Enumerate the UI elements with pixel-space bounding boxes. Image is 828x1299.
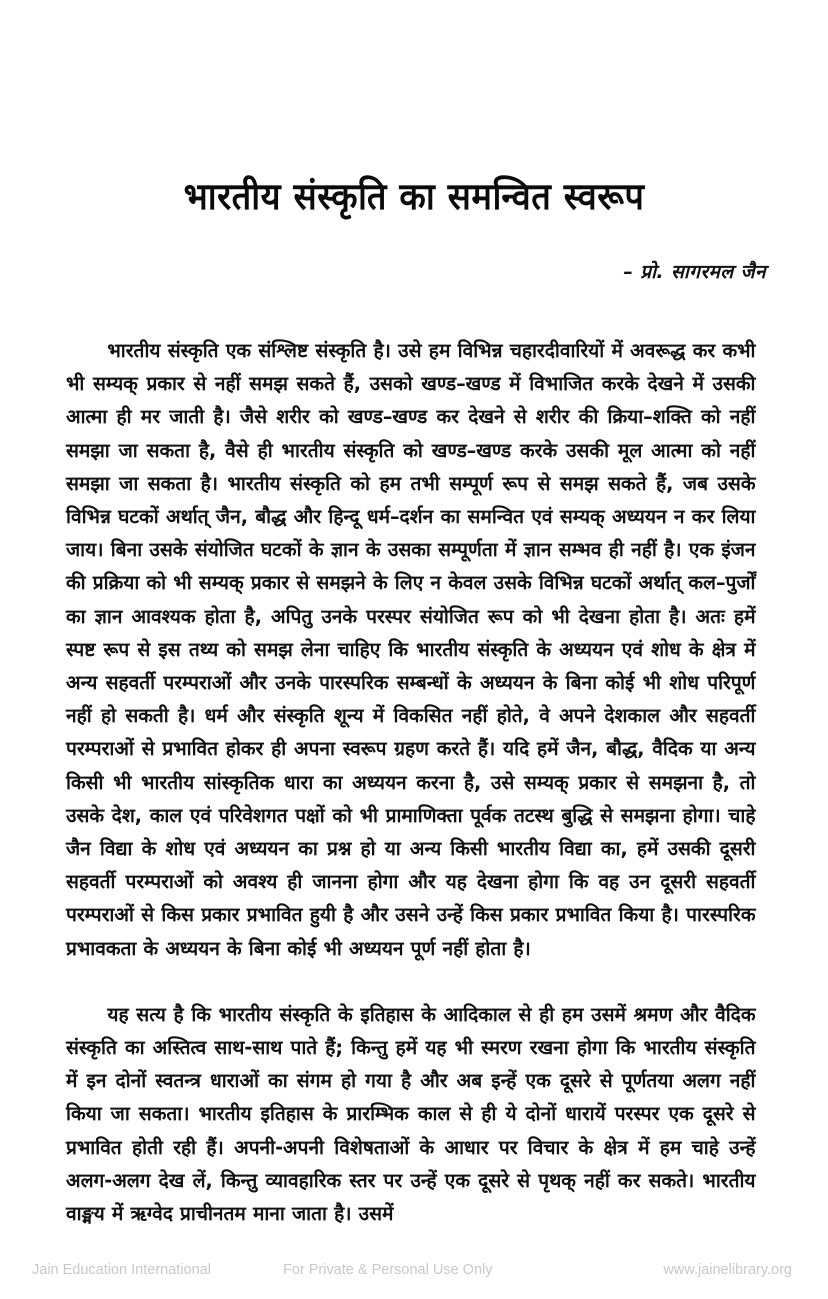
paragraph-2: यह सत्य है कि भारतीय संस्कृति के इतिहास के आदिकाल से ही हम उसमें श्रमण और वैदिक संस्कृति का अस्तित्व साथ-साथ पाते हैं; किन्तु हमें यह भी स्मरण रखना होगा कि भारतीय संस्कृति में इन दोनों स्वतन्त्र धाराओं का संगम हो गया है और अब इन्हें एक दूसरे से पूर्णतया अलग नहीं किया जा सकता। भारतीय इतिहास के प्रारम्भिक काल से ही ये दोनों धारायें परस्पर एक दूसरे से प्रभावित होती रही हैं। अपनी-अपनी विशेषताओं के आधार पर विचार के क्षेत्र में हम चाहे उन्हें अलग-अलग देख लें, किन्तु व्यावहारिक स्तर पर उन्हें एक दूसरे से पृथक् नहीं कर सकते। भारतीय वाङ्मय में ऋग्वेद प्राचीनतम माना जाता है। उसमें [66, 1002, 756, 1226]
paragraph-1: भारतीय संस्कृति एक संश्लिष्ट संस्कृति है। उसे हम विभिन्न चहारदीवारियों में अवरूद्ध कर कभी भी सम्यक् प्रकार से नहीं समझ सकते हैं, उसको खण्ड–खण्ड में विभाजित करके देखने में उसकी आत्मा ही मर जाती है। जैसे शरीर को खण्ड–खण्ड कर देखने से शरीर की क्रिया–शक्ति को नहीं समझा जा सकता है, वैसे ही भारतीय संस्कृति को खण्ड–खण्ड करके उसकी मूल आत्मा को नहीं समझा जा सकता है। भारतीय संस्कृति को हम तभी सम्पूर्ण रूप से समझ सकते हैं, जब उसके विभिन्न घटकों अर्थात् जैन, बौद्ध और हिन्दू धर्म–दर्शन का समन्वित एवं सम्यक् अध्ययन न कर लिया जाय। बिना उसके संयोजित घटकों के ज्ञान के उसका सम्पूर्णता में ज्ञान सम्भव ही नहीं है। एक इंजन की प्रक्रिया को भी सम्यक् प्रकार से समझने के लिए न केवल उसके विभिन्न घटकों अर्थात् कल–पुर्जों का ज्ञान आवश्यक होता है, अपितु उनके परस्पर संयोजित रूप को भी देखना होता है। अतः हमें स्पष्ट रूप से इस तथ्य को समझ लेना चाहिए कि भारतीय संस्कृति के अध्ययन एवं शोध के क्षेत्र में अन्य सहवर्ती परम्पराओं और उनके पारस्परिक सम्बन्धों के अध्ययन के बिना कोई भी शोध परिपूर्ण नहीं हो सकती है। धर्म और संस्कृति शून्य में विकसित नहीं होते, वे अपने देशकाल और सहवर्ती परम्पराओं से प्रभावित होकर ही अपना स्वरूप ग्रहण करते हैं। यदि हमें जैन, बौद्ध, वैदिक या अन्य किसी भी भारतीय सांस्कृतिक धारा का अध्ययन करना है, उसे सम्यक् प्रकार से समझना है, तो उसके देश, काल एवं परिवेशगत पक्षों को भी प्रामाणिक्ता पूर्वक तटस्थ बुद्धि से समझना होगा। चाहे जैन विद्या के शोध एवं अध्ययन का प्रश्न हो या अन्य किसी भारतीय विद्या का, हमें उसकी दूसरी सहवर्ती परम्पराओं को अवश्य ही जानना होगा और यह देखना होगा कि वह उन दूसरी सहवर्ती परम्पराओं से किस प्रकार प्रभावित हुयी है और उसने उन्हें किस प्रकार प्रभावित किया है। पारस्परिक प्रभावकता के अध्ययन के बिना कोई भी अध्ययन पूर्ण नहीं होता है। [66, 339, 756, 960]
footer-usage-notice: For Private & Personal Use Only [282, 1262, 493, 1278]
footer-website[interactable]: www.jainelibrary.org [663, 1262, 792, 1278]
author-byline: – प्रो. सागरमल जैन [623, 261, 766, 283]
page-title: भारतीय संस्कृति का समन्वित स्वरूप [183, 175, 645, 218]
footer-organization: Jain Education International [32, 1262, 211, 1278]
body-text-column [66, 334, 766, 1230]
title-block [0, 176, 828, 219]
page-footer [0, 1255, 828, 1285]
